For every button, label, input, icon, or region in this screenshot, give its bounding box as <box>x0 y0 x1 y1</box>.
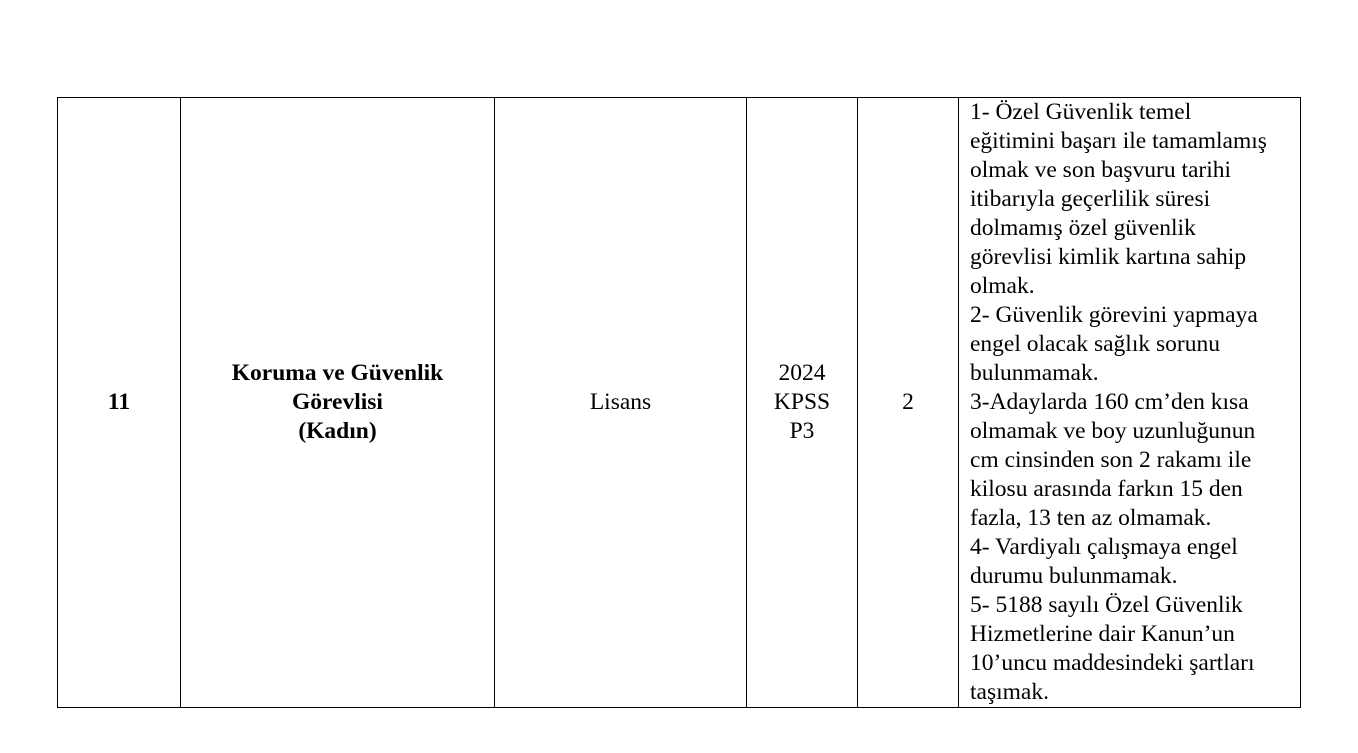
requirement-line: olmak ve son başvuru tarihi <box>970 157 1232 183</box>
requirements-cell <box>959 98 1301 708</box>
row-number: 11 <box>107 389 131 415</box>
requirement-line: 3-Adaylarda 160 cm’den kısa <box>970 389 1249 415</box>
exam-line: 2024 <box>778 360 826 386</box>
requirement-line: olmak. <box>970 273 1035 299</box>
requirement-line: dolmamış özel güvenlik <box>970 215 1196 241</box>
position-title-line: Koruma ve Güvenlik <box>231 360 444 386</box>
requirement-line: bulunmamak. <box>970 360 1099 386</box>
education-level: Lisans <box>589 389 652 415</box>
requirement-line: eğitimini başarı ile tamamlamış <box>970 128 1267 154</box>
position-table <box>57 97 1301 708</box>
requirement-line: itibarıyla geçerlilik süresi <box>970 186 1211 212</box>
education-cell <box>495 98 747 708</box>
requirement-line: olmamak ve boy uzunluğunun <box>970 418 1256 444</box>
requirement-line: 4- Vardiyalı çalışmaya engel <box>970 534 1238 560</box>
count-cell <box>858 98 959 708</box>
requirement-line: taşımak. <box>970 679 1049 705</box>
exam-line: KPSS <box>773 389 831 415</box>
requirement-line: 5- 5188 sayılı Özel Güvenlik <box>970 592 1243 618</box>
position-title-line: (Kadın) <box>298 418 377 444</box>
requirement-line: 10’uncu maddesindeki şartları <box>970 650 1255 676</box>
requirement-line: kilosu arasında farkın 15 den <box>970 476 1243 502</box>
requirement-line: görevlisi kimlik kartına sahip <box>970 244 1247 270</box>
requirement-line: engel olacak sağlık sorunu <box>970 331 1220 357</box>
position-title-line: Görevlisi <box>292 389 383 415</box>
position-title-cell <box>181 98 495 708</box>
exam-line: P3 <box>789 418 815 444</box>
requirement-line: 1- Özel Güvenlik temel <box>970 99 1192 125</box>
requirement-line: 2- Güvenlik görevini yapmaya <box>970 302 1258 328</box>
requirement-line: durumu bulunmamak. <box>970 563 1178 589</box>
row-number-cell <box>58 98 181 708</box>
requirement-line: Hizmetlerine dair Kanun’un <box>970 621 1235 647</box>
requirement-line: fazla, 13 ten az olmamak. <box>970 505 1212 531</box>
requirement-line: cm cinsinden son 2 rakamı ile <box>970 447 1252 473</box>
exam-cell <box>747 98 858 708</box>
table-row <box>58 98 1301 708</box>
position-count: 2 <box>902 389 914 415</box>
